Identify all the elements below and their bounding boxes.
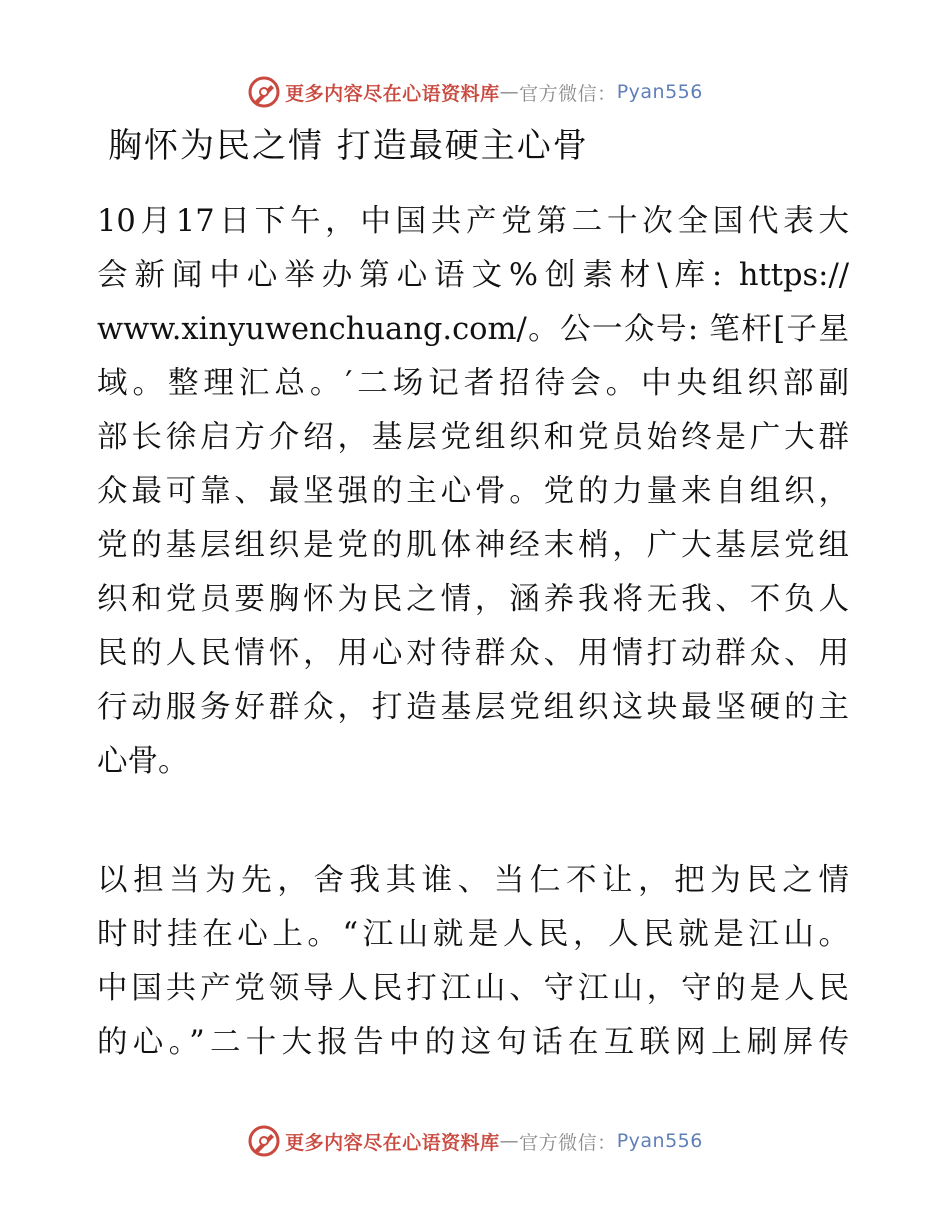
banner-dash: — <box>499 1130 520 1152</box>
banner-red-text: 更多内容尽在心语资料库 <box>285 1131 500 1154</box>
paragraph-line: 中国共产党领导人民打江山、守江山，守的是人民 <box>97 971 849 1006</box>
paragraph-line: 以担当为先，舍我其谁、当仁不让，把为民之情 <box>97 863 849 898</box>
paragraph-line: www.xinyuwenchuang.com/。公一众号: 笔杆[子星 <box>97 312 849 347</box>
paragraph-line: 会新闻中心举办第心语文%创素材\库: https:// <box>97 258 849 293</box>
banner-red-text: 更多内容尽在心语资料库 <box>285 82 500 105</box>
banner-gray-text: 官方微信： <box>519 1131 617 1154</box>
paragraph-line: 众最可靠、最坚强的主心骨。党的力量来自组织， <box>97 474 849 509</box>
banner-wechat-id: Pyan556 <box>616 81 703 103</box>
paragraph-line: 域。整理汇总。′二场记者招待会。中央组织部副 <box>97 366 849 401</box>
banner-gray-text: 官方微信： <box>519 82 617 105</box>
paragraph-line: 织和党员要胸怀为民之情，涵养我将无我、不负人 <box>97 582 849 617</box>
paragraph-2 <box>97 854 849 1070</box>
paragraph-line: 时时挂在心上。“江山就是人民，人民就是江山。 <box>97 917 849 952</box>
banner-wechat-id: Pyan556 <box>616 1130 703 1152</box>
paragraph-line: 党的基层组织是党的肌体神经末梢，广大基层党组 <box>97 528 849 563</box>
article-title: 胸怀为民之情 打造最硬主心骨 <box>108 126 589 166</box>
paragraph-line: 部长徐启方介绍，基层党组织和党员始终是广大群 <box>97 420 849 455</box>
paragraph-line: 的心。”二十大报告中的这句话在互联网上刷屏传 <box>97 1025 849 1060</box>
banner-dash: — <box>499 81 520 103</box>
paragraph-line: 行动服务好群众，打造基层党组织这块最坚硬的主 <box>97 690 849 725</box>
pen-logo-icon <box>247 75 281 109</box>
paragraph-line: 民的人民情怀，用心对待群众、用情打动群众、用 <box>97 636 849 671</box>
pen-logo-icon <box>247 1124 281 1158</box>
paragraph-1 <box>97 195 849 789</box>
paragraph-line: 10月17日下午，中国共产党第二十次全国代表大 <box>97 204 849 239</box>
paragraph-line: 心骨。 <box>97 744 189 779</box>
watermark-banner-top <box>0 72 950 112</box>
watermark-banner-bottom <box>0 1121 950 1161</box>
